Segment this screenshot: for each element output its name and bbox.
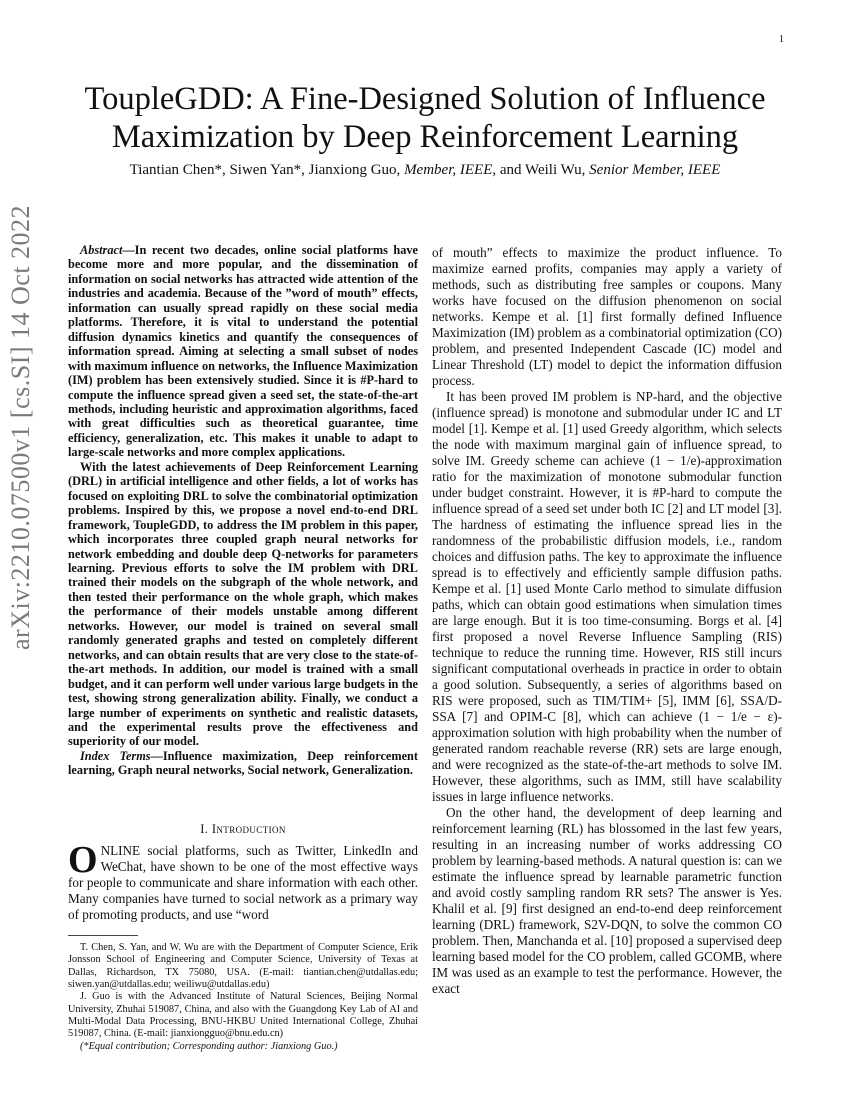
author-line <box>50 162 800 179</box>
abstract-text-1: —In recent two decades, online social platforms have become more and more popular, and the dissemination of information on social networks has attracted wide attention of the industries and academia. Because of the ”word of mouth” effects, information can usually spread rapidly on these social media platforms. Therefore, it is vital to understand the potential diffusion dynamics kinetics and quantify the consequences of information spread. Aiming at selecting a small subset of nodes with maximum influence on networks, the Influence Maximization (IM) problem has been extensively studied. Since it is #P-hard to compute the influence spread given a seed set, the state-of-the-art methods, including heuristic and approximation algorithms, faced with great difficulties such as theoretical guarantee, time efficiency, generalization, etc. This makes it unable to adapt to large-scale networks and more complex applications. <box>68 243 418 460</box>
author-membership: Member, IEEE <box>404 162 493 178</box>
index-terms-label: Index Terms <box>80 748 151 763</box>
footnote-rule <box>68 935 138 936</box>
intro-paragraph <box>68 839 418 923</box>
index-terms <box>68 749 418 778</box>
section-number: I. <box>200 821 212 836</box>
footnote-contribution-text: (*Equal contribution; Corresponding author: Jianxiong Guo.) <box>80 1040 338 1052</box>
abstract-label: Abstract <box>80 243 123 257</box>
section-heading <box>68 822 418 837</box>
footnote-affiliation-1: T. Chen, S. Yan, and W. Wu are with the Department of Computer Science, Erik Jonsson School of Engineering and Computer Science, University of Texas at Dallas, Richardson, TX 75080, USA. (E-mail: tiantian.chen@utdallas.edu; siwen.yan@utdallas.edu; weiliwu@utdallas.edu) <box>68 942 418 991</box>
page-number: 1 <box>779 34 784 45</box>
body-paragraph-1: of mouth” effects to maximize the product influence. To maximize earned profits, companies may apply a variety of methods, such as distributing free samples or coupons. Many works have focused on the diffusion phenomenon on social networks. Kempe et al. [1] first formally defined Influence Maximization (IM) problem as a combinatorial optimization (CO) problem, and presented Independent Cascade (IC) model and Linear Threshold (LT) model to depict the information diffusion process. <box>432 245 782 388</box>
left-column <box>68 243 418 1053</box>
intro-lead-word: NLINE <box>100 843 141 859</box>
index-terms-text: —Influence maximization, Deep reinforcement learning, Graph neural networks, Social network, Generalization. <box>68 748 418 778</box>
intro-text: social platforms, such as Twitter, LinkedIn and WeChat, have shown to be one of the most effective ways for people to communicate and share information with each other. Many companies have turned to social network as a primary way of promoting products, and use “word <box>68 843 418 923</box>
author-senior-membership: Senior Member, IEEE <box>589 162 721 178</box>
section-title: Introduction <box>211 821 286 836</box>
abstract-paragraph-2: With the latest achievements of Deep Reinforcement Learning (DRL) in artificial intelligence and other fields, a lot of works has focused on exploiting DRL to solve the combinatorial optimization problems. Inspired by this, we propose a novel end-to-end DRL framework, ToupleGDD, to address the IM problem in this paper, which incorporates three coupled graph neural networks for network embedding and double deep Q-networks for parameters learning. Previous efforts to solve the IM problem with DRL trained their models on the subgraph of the whole network, and then tested their performance on the whole graph, which makes the performance of their models unstable among different networks. However, our model is trained on several small randomly generated graphs and tested on completely different networks, and can obtain results that are very close to the state-of-the-art methods. In addition, our model is trained with a small budget, and it can perform well under various large budgets in the test, showing strong generalization ability. Finally, we conduct a large number of experiments on synthetic and realistic datasets, and the experimental results prove the effectiveness and superiority of our model. <box>68 459 418 749</box>
arxiv-stamp: arXiv:2210.07500v1 [cs.SI] 14 Oct 2022 <box>6 204 35 650</box>
author-names-cont: , and Weili Wu, <box>492 162 590 178</box>
drop-cap: O <box>68 839 98 882</box>
right-column <box>432 245 782 997</box>
abstract-paragraph <box>68 243 418 460</box>
paper-title: ToupleGDD: A Fine-Designed Solution of Influence Maximization by Deep Reinforcement Learning <box>84 81 766 155</box>
footnote-contribution <box>68 1041 418 1053</box>
author-names: Tiantian Chen*, Siwen Yan*, Jianxiong Guo, <box>129 162 405 178</box>
footnote-affiliation-2: J. Guo is with the Advanced Institute of Natural Sciences, Beijing Normal University, Zhuhai 519087, China, and also with the Guangdong Key Lab of AI and Multi-Modal Data Processing, BNU-HKBU United International College, Zhuhai 519087, China. (E-mail: jianxiongguo@bnu.edu.cn) <box>68 991 418 1040</box>
body-paragraph-3: On the other hand, the development of deep learning and reinforcement learning (RL) has blossomed in the last few years, resulting in an increasing number of works addressing CO problem by learning-based methods. A natural question is: can we estimate the influence spread by learnable parametric function and avoid costly sampling random RR sets? The answer is Yes. Khalil et al. [9] first designed an end-to-end deep reinforcement learning (DRL) framework, S2V-DQN, to solve the common CO problem. Then, Manchanda et al. [10] proposed a supervised deep learning based model for the CO problem, called GCOMB, where IM was used as an example to test the performance. However, the exact <box>432 805 782 996</box>
body-paragraph-2: It has been proved IM problem is NP-hard, and the objective (influence spread) is monotone and submodular under IC and LT model [1]. Kempe et al. [1] used Greedy algorithm, which selects the node with maximum marginal gain of influence spread, to solve IM. Greedy scheme can achieve (1 − 1/e)-approximation ratio for the maximization of monotone submodular function under budget constraint. However, it is #P-hard to compute the influence spread of a seed set under both IC [2] and LT model [3]. The hardness of estimating the influence spread lies in the randomness of the probabilistic diffusion models, i.e., random choices and diffusion paths. The key to approximate the influence spread is to effectively and efficiently sample diffusion paths. Kempe et al. [1] used Monte Carlo method to simulate diffusion paths, which can obtain good estimations when simulation times are large enough. But it is too time-consuming. Borgs et al. [4] first proposed a novel Reverse Influence Sampling (RIS) technique to reduce the running time. However, RIS still incurs significant computational overheads in practice in order to obtain a good solution. Subsequently, a series of algorithms based on RIS were proposed, such as TIM/TIM+ [5], IMM [6], SSA/D-SSA [7] and OPIM-C [8], which can achieve (1 − 1/e − ε)-approximation solution with high probability when the number of generated random reachable reverse (RR) sets are large enough, and were recognized as the state-of-the-art methods to solve IM. However, these algorithms, such as IMM, still have scalability issues in large influence networks. <box>432 389 782 804</box>
